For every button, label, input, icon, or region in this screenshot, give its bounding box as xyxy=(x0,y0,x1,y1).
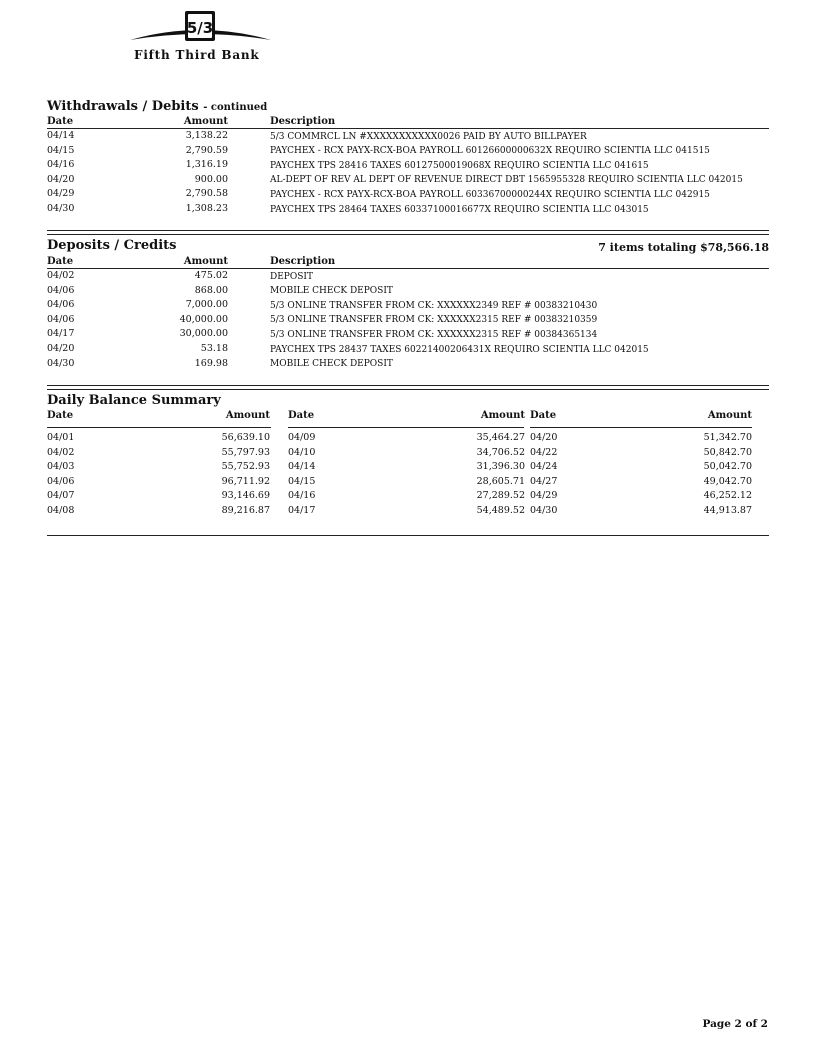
withdrawal-description: PAYCHEX TPS 28416 TAXES 60127500019068X REQUIRO SCIENTIA LLC 041615 xyxy=(270,160,649,171)
balance-date: 04/10 xyxy=(288,446,316,458)
bank-logo xyxy=(128,10,273,62)
balance-date: 04/06 xyxy=(47,475,75,487)
balance-date: 04/20 xyxy=(530,432,558,443)
withdrawal-date: 04/29 xyxy=(47,188,75,200)
withdrawal-amount: 2,790.58 xyxy=(185,188,228,200)
section-divider xyxy=(47,230,769,231)
withdrawals-header-amount: Amount xyxy=(183,116,228,127)
balance-header-rule xyxy=(288,427,524,428)
balance-date: 04/15 xyxy=(288,475,316,487)
balance-header-date: Date xyxy=(288,410,315,421)
balance-date: 04/24 xyxy=(530,461,558,473)
balance-date: 04/07 xyxy=(47,490,75,502)
balance-header-rule xyxy=(47,427,271,428)
withdrawal-description: AL-DEPT OF REV AL DEPT OF REVENUE DIRECT DBT 1565955328 REQUIRO SCIENTIA LLC 042015 xyxy=(270,175,743,186)
balance-date: 04/27 xyxy=(530,475,558,487)
balance-header-date: Date xyxy=(47,410,74,421)
withdrawal-amount: 3,138.22 xyxy=(185,130,228,141)
deposit-date: 04/06 xyxy=(47,299,75,311)
balance-amount: 56,639.10 xyxy=(221,432,270,443)
withdrawal-amount: 1,308.23 xyxy=(185,203,228,214)
balance-amount: 96,711.92 xyxy=(221,475,270,487)
balance-amount: 49,042.70 xyxy=(703,475,752,487)
deposits-header-rule xyxy=(47,268,769,269)
withdrawal-description: 5/3 COMMRCL LN #XXXXXXXXXXX0026 PAID BY AUTO BILLPAYER xyxy=(270,131,587,142)
balance-header-rule xyxy=(530,427,752,428)
balance-amount: 28,605.71 xyxy=(476,475,525,487)
balance-amount: 55,797.93 xyxy=(221,446,270,458)
deposit-amount: 30,000.00 xyxy=(179,328,228,340)
balance-date: 04/14 xyxy=(288,461,316,473)
balance-header-amount: Amount xyxy=(480,410,525,421)
balance-amount: 89,216.87 xyxy=(221,505,270,516)
withdrawal-amount: 1,316.19 xyxy=(185,159,228,171)
balance-header-amount: Amount xyxy=(225,410,270,421)
deposit-description: PAYCHEX TPS 28437 TAXES 60221400206431X REQUIRO SCIENTIA LLC 042015 xyxy=(270,344,649,355)
deposits-header-amount: Amount xyxy=(183,256,228,267)
deposits-title: Deposits / Credits xyxy=(47,238,177,253)
withdrawal-description: PAYCHEX TPS 28464 TAXES 60337100016677X REQUIRO SCIENTIA LLC 043015 xyxy=(270,204,649,215)
balance-amount: 55,752.93 xyxy=(221,461,270,473)
balance-amount: 27,289.52 xyxy=(476,490,525,502)
bottom-rule xyxy=(47,535,769,536)
withdrawal-description: PAYCHEX - RCX PAYX-RCX-BOA PAYROLL 60336700000244X REQUIRO SCIENTIA LLC 042915 xyxy=(270,189,710,200)
balance-amount: 50,042.70 xyxy=(703,461,752,473)
balance-date: 04/03 xyxy=(47,461,75,473)
deposit-amount: 53.18 xyxy=(200,343,228,354)
balance-amount: 35,464.27 xyxy=(476,432,525,443)
daily-balance-title: Daily Balance Summary xyxy=(47,393,221,408)
balance-date: 04/01 xyxy=(47,432,75,443)
withdrawal-date: 04/15 xyxy=(47,144,75,156)
deposit-amount: 475.02 xyxy=(194,270,228,281)
withdrawals-title xyxy=(47,99,267,114)
withdrawals-header-rule xyxy=(47,128,769,129)
deposit-amount: 40,000.00 xyxy=(179,313,228,325)
deposits-header-description: Description xyxy=(270,256,336,267)
page-number: Page 2 of 2 xyxy=(702,1018,768,1030)
balance-date: 04/22 xyxy=(530,446,558,458)
section-divider xyxy=(47,385,769,386)
balance-amount: 34,706.52 xyxy=(476,446,525,458)
withdrawals-header-description: Description xyxy=(270,116,336,127)
withdrawal-date: 04/16 xyxy=(47,159,75,171)
balance-amount: 50,842.70 xyxy=(703,446,752,458)
deposit-description: 5/3 ONLINE TRANSFER FROM CK: XXXXXX2315 REF # 00383210359 xyxy=(270,315,598,326)
deposit-date: 04/06 xyxy=(47,284,75,296)
withdrawal-date: 04/14 xyxy=(47,130,75,141)
withdrawals-header-date: Date xyxy=(47,116,74,127)
deposit-amount: 169.98 xyxy=(194,357,228,369)
withdrawals-continued: - continued xyxy=(203,102,268,113)
deposit-amount: 7,000.00 xyxy=(185,299,228,311)
balance-date: 04/09 xyxy=(288,432,316,443)
bank-logo-emblem xyxy=(128,10,273,46)
withdrawal-amount: 900.00 xyxy=(194,173,228,185)
balance-date: 04/08 xyxy=(47,505,75,516)
section-divider xyxy=(47,389,769,390)
deposits-summary: 7 items totaling $78,566.18 xyxy=(598,241,769,254)
deposit-amount: 868.00 xyxy=(194,284,228,296)
withdrawal-amount: 2,790.59 xyxy=(185,144,228,156)
balance-header-amount: Amount xyxy=(707,410,752,421)
balance-header-date: Date xyxy=(530,410,557,421)
deposit-description: MOBILE CHECK DEPOSIT xyxy=(270,359,393,370)
deposit-description: DEPOSIT xyxy=(270,271,313,282)
balance-date: 04/30 xyxy=(530,505,558,516)
balance-amount: 93,146.69 xyxy=(221,490,270,502)
deposit-description: 5/3 ONLINE TRANSFER FROM CK: XXXXXX2349 REF # 00383210430 xyxy=(270,300,598,311)
balance-amount: 46,252.12 xyxy=(703,490,752,502)
balance-date: 04/17 xyxy=(288,505,316,516)
bank-name: Fifth Third Bank xyxy=(134,48,260,62)
withdrawals-title-text: Withdrawals / Debits xyxy=(47,99,199,114)
balance-amount: 51,342.70 xyxy=(703,432,752,443)
deposit-date: 04/30 xyxy=(47,357,75,369)
bank-logo-emblem-text: 5/3 xyxy=(186,19,214,37)
deposit-description: 5/3 ONLINE TRANSFER FROM CK: XXXXXX2315 REF # 00384365134 xyxy=(270,329,598,340)
balance-date: 04/16 xyxy=(288,490,316,502)
deposit-date: 04/06 xyxy=(47,313,75,325)
deposit-description: MOBILE CHECK DEPOSIT xyxy=(270,286,393,297)
deposit-date: 04/02 xyxy=(47,270,75,281)
balance-amount: 31,396.30 xyxy=(476,461,525,473)
balance-amount: 54,489.52 xyxy=(476,505,525,516)
withdrawal-date: 04/30 xyxy=(47,203,75,214)
deposits-header-date: Date xyxy=(47,256,74,267)
withdrawal-description: PAYCHEX - RCX PAYX-RCX-BOA PAYROLL 60126600000632X REQUIRO SCIENTIA LLC 041515 xyxy=(270,146,710,157)
section-divider xyxy=(47,234,769,235)
balance-amount: 44,913.87 xyxy=(703,505,752,516)
balance-date: 04/02 xyxy=(47,446,75,458)
withdrawal-date: 04/20 xyxy=(47,173,75,185)
deposit-date: 04/20 xyxy=(47,343,75,354)
balance-date: 04/29 xyxy=(530,490,558,502)
deposit-date: 04/17 xyxy=(47,328,75,340)
